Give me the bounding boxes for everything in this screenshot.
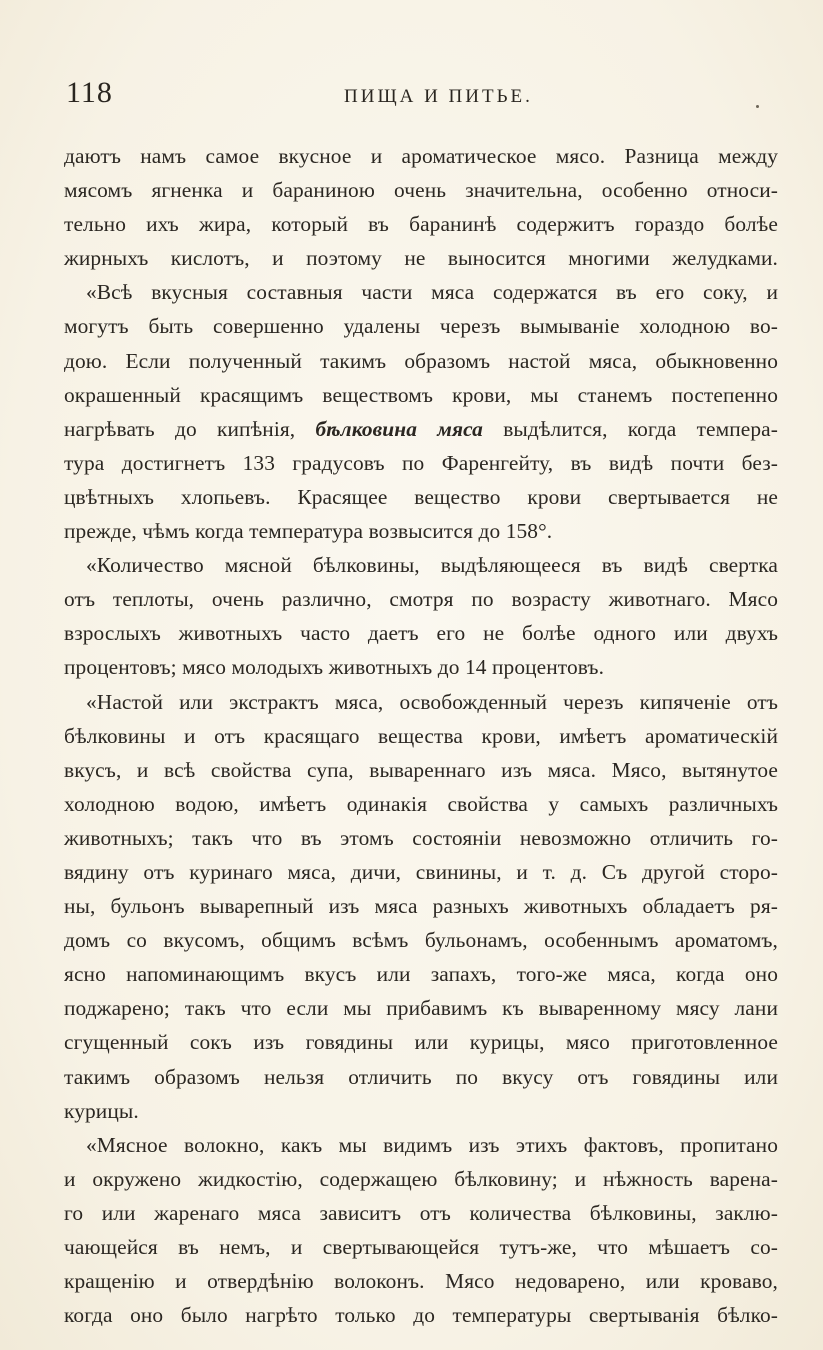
text-line: дою. Если полученный такимъ образомъ настой мяса, обыкновенно <box>64 348 778 373</box>
page-header <box>66 76 766 116</box>
text-line: могутъ быть совершенно удалены черезъ вымываніе холодною во- <box>64 314 778 339</box>
text-segment: выдѣлится, когда темпера- <box>503 416 779 441</box>
text-line: отъ теплоты, очень различно, смотря по возрасту животнаго. Мясо <box>64 587 778 612</box>
emphasized-term: бѣлковина мяса <box>315 416 483 441</box>
text-line: поджарено; такъ что если мы прибавимъ къ вываренному мясу лани <box>64 996 778 1021</box>
text-line: животныхъ; такъ что въ этомъ состояніи невозможно отличить го- <box>64 825 778 850</box>
text-line: чающейся въ немъ, и свертывающейся тутъ-же, что мѣшаетъ со- <box>64 1235 778 1259</box>
text-line: вкусъ, и всѣ свойства супа, вывареннаго изъ мяса. Мясо, вытянутое <box>64 757 778 782</box>
text-line: курицы. <box>64 1098 139 1123</box>
text-line: тельно ихъ жира, который въ баранинѣ содержитъ гораздо болѣе <box>64 212 778 237</box>
text-line: ны, бульонъ выварепный изъ мяса разныхъ животныхъ обладаетъ ря- <box>64 894 778 919</box>
text-line: «Мясное волокно, какъ мы видимъ изъ этихъ фактовъ, пропитано <box>86 1132 778 1157</box>
text-line: даютъ намъ самое вкусное и ароматическое мясо. Разница между <box>64 144 778 168</box>
text-line: ясно напоминающимъ вкусъ или запахъ, того-же мяса, когда оно <box>64 962 778 987</box>
text-line: такимъ образомъ нельзя отличить по вкусу отъ говядины или <box>64 1064 778 1089</box>
print-speck <box>756 105 759 108</box>
text-line: тура достигнетъ 133 градусовъ по Фаренгейту, въ видѣ почти без- <box>64 450 778 475</box>
text-line <box>64 412 778 446</box>
text-line: «Всѣ вкусныя составныя части мяса содержатся въ его соку, и <box>86 280 778 305</box>
text-segment: нагрѣвать до кипѣнія, <box>64 416 296 441</box>
text-line: когда оно было нагрѣто только до температуры свертыванія бѣлко- <box>64 1303 778 1328</box>
text-line: домъ со вкусомъ, общимъ всѣмъ бульонамъ, особеннымъ ароматомъ, <box>64 928 778 953</box>
text-line: цвѣтныхъ хлопьевъ. Красящее вещество крови свертывается не <box>64 484 778 509</box>
text-line: взрослыхъ животныхъ часто даетъ его не болѣе одного или двухъ <box>64 621 778 646</box>
running-head: ПИЩА И ПИТЬЕ. <box>344 86 533 107</box>
text-line: прежде, чѣмъ когда температура возвысится до 158°. <box>64 519 553 544</box>
text-line: холодною водою, имѣетъ одинакія свойства у самыхъ различныхъ <box>64 791 778 816</box>
text-line: и окружено жидкостію, содержащею бѣлковину; и нѣжность варена- <box>64 1166 778 1191</box>
text-line: «Настой или экстрактъ мяса, освобожденный черезъ кипяченіе отъ <box>86 689 778 714</box>
text-line: бѣлковины и отъ красящаго вещества крови, имѣетъ ароматическій <box>64 723 778 748</box>
text-line: кращенію и отвердѣнію волоконъ. Мясо недоварено, или кроваво, <box>64 1269 778 1294</box>
body-text <box>64 139 778 1332</box>
text-line: окрашенный красящимъ веществомъ крови, мы станемъ постепенно <box>64 382 778 407</box>
page-number: 118 <box>66 76 113 109</box>
text-line: мясомъ ягненка и бараниною очень значительна, особенно относи- <box>64 178 778 203</box>
text-line: вядину отъ куринаго мяса, дичи, свинины, и т. д. Съ другой сторо- <box>64 859 778 884</box>
text-line: го или жаренаго мяса зависитъ отъ количества бѣлковины, заклю- <box>64 1200 778 1225</box>
text-line: сгущенный сокъ изъ говядины или курицы, мясо приготовленное <box>64 1030 778 1055</box>
text-line: процентовъ; мясо молодыхъ животныхъ до 14 процентовъ. <box>64 655 605 680</box>
text-line: «Количество мясной бѣлковины, выдѣляющееся въ видѣ свертка <box>86 553 778 578</box>
text-line: жирныхъ кислотъ, и поэтому не выносится многими желудками. <box>64 246 778 271</box>
